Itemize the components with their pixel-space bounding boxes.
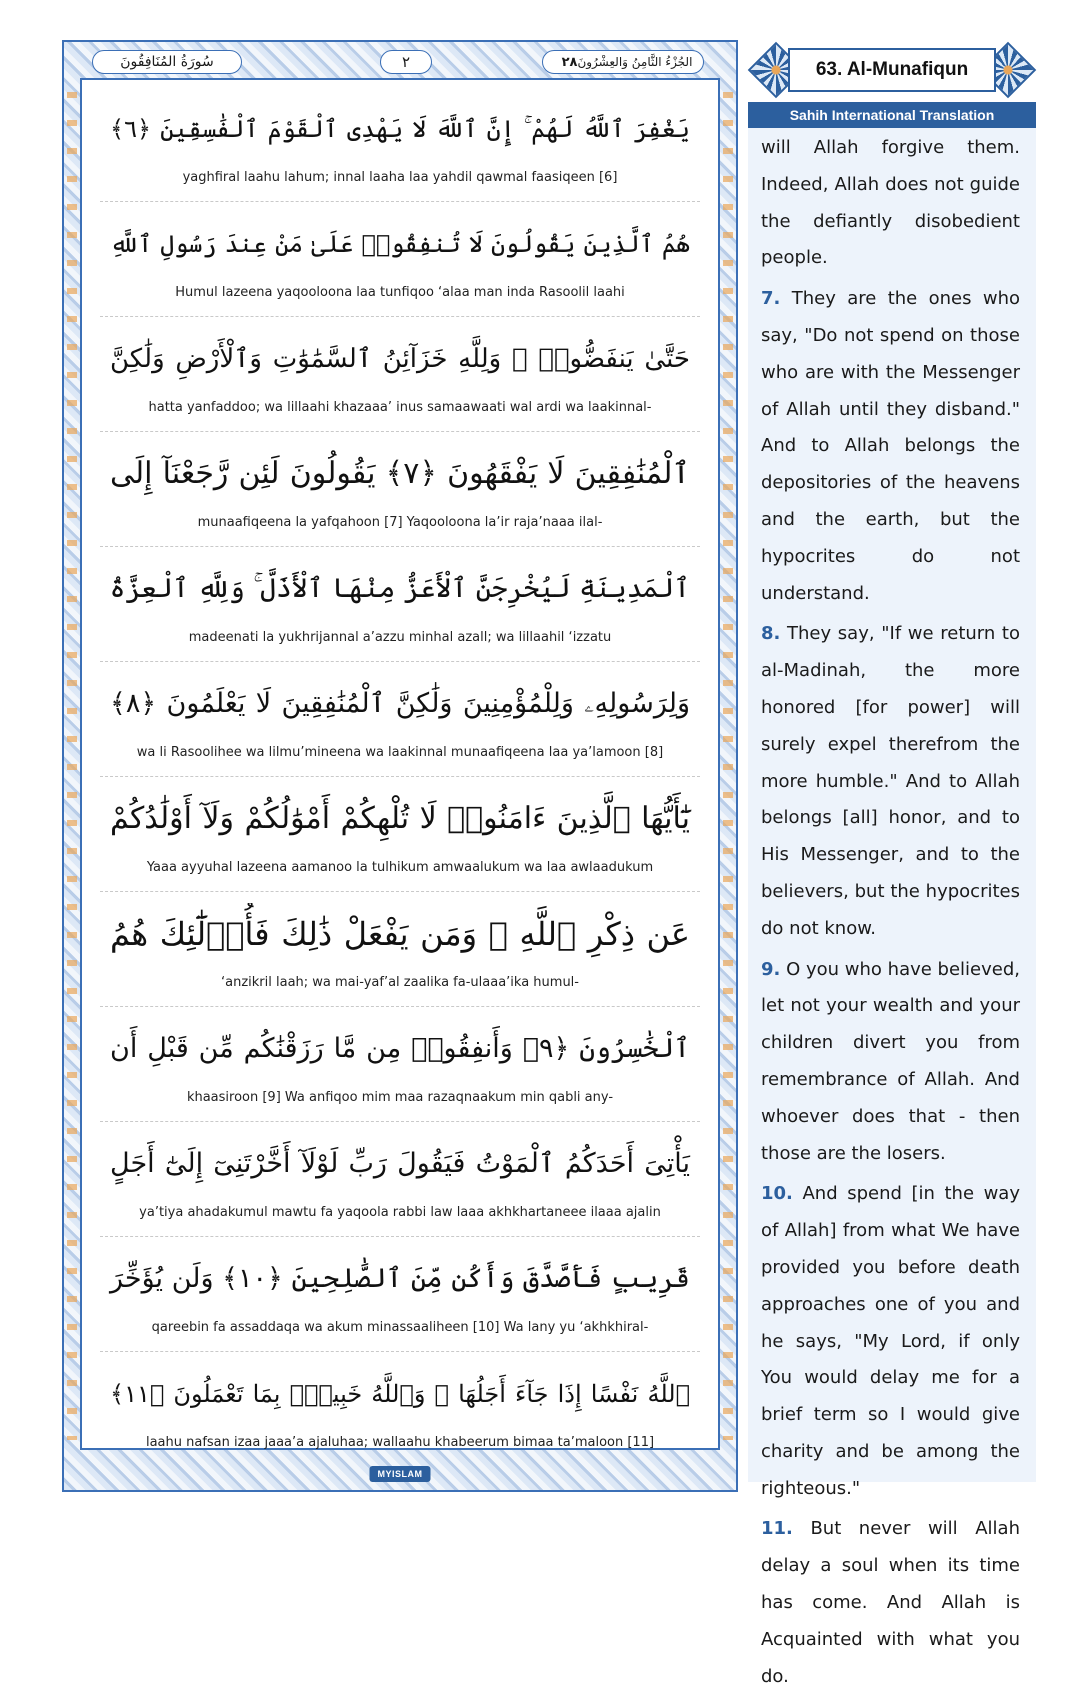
transliteration-line: Yaaa ayyuhal lazeena aamanoo la tulhikum amwaalukum wa laa awlaadukum bbox=[146, 860, 654, 875]
quran-line bbox=[100, 776, 700, 892]
myislam-logo: MYISLAM bbox=[370, 1466, 431, 1482]
verse-text: And spend [in the way of Allah] from what We have provided you before death approaches one of you and he says, "My Lord, if only You would delay me for a brief term so I would give charity and be among the righteous." bbox=[761, 1183, 1020, 1499]
translation-verse bbox=[761, 281, 1020, 612]
transliteration-line: hatta yanfaddoo; wa lillaahi khazaaa’ inus samaawaati wal ardi wa laakinnal- bbox=[148, 400, 652, 415]
arabic-line: قَرِيبٍ فَأَصَّدَّقَ وَأَكُن مِّنَ ٱلصَّٰلِحِينَ ﴿١٠﴾ وَلَن يُؤَخِّرَ bbox=[110, 1263, 690, 1294]
surah-title-banner bbox=[750, 48, 1034, 92]
quran-line bbox=[100, 1351, 700, 1466]
verse-text: O you who have believed, let not your wealth and your children divert you from remembrance of Allah. And whoever does that - then those are the losers. bbox=[761, 958, 1020, 1164]
verse-number: 10. bbox=[761, 1183, 793, 1205]
transliteration-line: ya’tiya ahadakumul mawtu fa yaqoola rabbi law laaa akhkhartaneee ilaaa ajalin bbox=[139, 1205, 661, 1220]
translation-intro: will Allah forgive them. Indeed, Allah does not guide the defiantly disobedient people. bbox=[761, 137, 1020, 269]
mushaf-text-area bbox=[80, 78, 720, 1450]
transliteration-line: wa li Rasoolihee wa lilmu’mineena wa laakinnal munaafiqeena laa ya’lamoon [8] bbox=[136, 745, 664, 760]
juz-number: ٢٨ bbox=[561, 54, 578, 70]
surah-name-label: سُورَةُ المُنَافِقُونَ bbox=[92, 50, 242, 74]
quran-line bbox=[100, 891, 700, 1007]
transliteration-line: madeenati la yukhrijannal a’azzu minhal azall; wa lillaahil ‘izzatu bbox=[188, 630, 612, 645]
transliteration-line: qareebin fa assaddaqa wa akum minassaaliheen [10] Wa lany yu ‘akhkhiral- bbox=[151, 1320, 649, 1335]
quran-line bbox=[100, 201, 700, 317]
page-number: ٢ bbox=[380, 50, 432, 74]
arabic-line: يَأْتِىَ أَحَدَكُمُ ٱلْمَوْتُ فَيَقُولَ رَبِّ لَوْلَآ أَخَّرْتَنِىٓ إِلَىٰٓ أَجَلٍ bbox=[110, 1148, 690, 1179]
quran-line bbox=[100, 316, 700, 432]
arabic-line: يَٰٓأَيُّهَا ٱلَّذِينَ ءَامَنُوا۟ لَا تُلْهِكُمْ أَمْوَٰلُكُمْ وَلَآ أَوْلَٰدُكُمْ bbox=[110, 801, 690, 836]
translation-verse bbox=[761, 616, 1020, 947]
translation-verse bbox=[761, 952, 1020, 1173]
quran-line bbox=[100, 431, 700, 547]
transliteration-line: ‘anzikril laah; wa mai-yaf’al zaalika fa-ulaaa’ika humul- bbox=[220, 975, 579, 990]
mushaf-header bbox=[80, 50, 720, 74]
transliteration-line: laahu nafsan izaa jaaa’a ajaluhaa; wallaahu khabeerum bimaa ta’maloon [11] bbox=[145, 1435, 655, 1450]
quran-line bbox=[100, 1236, 700, 1352]
arabic-line: ٱلْمُنَٰفِقِينَ لَا يَفْقَهُونَ ﴿٧﴾ يَقُولُونَ لَئِن رَّجَعْنَآ إِلَى bbox=[110, 456, 690, 491]
verse-text: They are the ones who say, "Do not spend on those who are with the Messenger of Allah until they disband." And to Allah belongs the depositories of the heavens and the earth, but the hypocrites do not understand. bbox=[761, 288, 1020, 604]
verse-number: 7. bbox=[761, 288, 781, 310]
arabic-line: هُمُ ٱلَّذِينَ يَقُولُونَ لَا تُنفِقُوا۟ عَلَىٰ مَنْ عِندَ رَسُولِ ٱللَّهِ bbox=[110, 230, 690, 258]
quran-line bbox=[100, 546, 700, 662]
arabic-line: عَن ذِكْرِ ٱللَّهِ ۚ وَمَن يَفْعَلْ ذَٰلِكَ فَأُو۟لَٰٓئِكَ هُمُ bbox=[110, 915, 690, 953]
arabic-line: ٱللَّهُ نَفْسًا إِذَا جَآءَ أَجَلُهَا ۚ وَٱللَّهُ خَبِيرٌۢ بِمَا تَعْمَلُونَ ﴿١١﴾ bbox=[110, 1380, 690, 1408]
arabic-line: ٱلْمَدِينَةِ لَيُخْرِجَنَّ ٱلْأَعَزُّ مِنْهَا ٱلْأَذَلَّ ۚ وَلِلَّهِ ٱلْعِزَّةُ bbox=[109, 573, 690, 604]
verse-number: 8. bbox=[761, 623, 781, 645]
juz-name: الجُزْءُ الثَّامِنُ وَالعِشْرُونَ bbox=[577, 55, 693, 69]
translation-header: Sahih International Translation bbox=[748, 102, 1036, 128]
transliteration-line: Humul lazeena yaqooloona laa tunfiqoo ‘alaa man inda Rasoolil laahi bbox=[175, 285, 625, 300]
quran-line bbox=[100, 1006, 700, 1122]
quran-line bbox=[100, 86, 700, 202]
mushaf-page-frame bbox=[62, 40, 738, 1492]
arabic-line: ٱلْخَٰسِرُونَ ﴿٩﴾ وَأَنفِقُوا۟ مِن مَّا رَزَقْنَٰكُم مِّن قَبْلِ أَن bbox=[110, 1033, 690, 1064]
arabic-line: حَتَّىٰ يَنفَضُّوا۟ ۗ وَلِلَّهِ خَزَآئِنُ ٱلسَّمَٰوَٰتِ وَٱلْأَرْضِ وَلَٰكِنَّ bbox=[110, 344, 690, 374]
verse-text: They say, "If we return to al-Madinah, the more honored [for power] will surely expel therefrom the more humble." And to Allah belongs [all] honor, and to His Messenger, and to the believers, but the hypocrites do not know. bbox=[761, 623, 1020, 939]
verse-number: 9. bbox=[761, 958, 781, 980]
surah-title: 63. Al-Munafiqun bbox=[788, 48, 996, 92]
frame-ornament-left bbox=[67, 92, 77, 1440]
juz-label bbox=[542, 50, 704, 74]
arabic-line: وَلِرَسُولِهِۦ وَلِلْمُؤْمِنِينَ وَلَٰكِنَّ ٱلْمُنَٰفِقِينَ لَا يَعْلَمُونَ ﴿٨﴾ bbox=[110, 688, 690, 719]
verse-number: 11. bbox=[761, 1518, 793, 1540]
transliteration-line: yaghfiral laahu lahum; innal laaha laa yahdil qawmal faasiqeen [6] bbox=[182, 170, 618, 185]
transliteration-line: munaafiqeena la yafqahoon [7] Yaqooloona la’ir raja’naaa ilal- bbox=[197, 515, 603, 530]
frame-ornament-right bbox=[723, 92, 733, 1440]
quran-line bbox=[100, 1121, 700, 1237]
transliteration-line: khaasiroon [9] Wa anfiqoo mim maa razaqnaakum min qabli any- bbox=[186, 1090, 614, 1105]
translation-panel bbox=[748, 102, 1036, 1687]
translation-verse bbox=[761, 1176, 1020, 1507]
translation-body bbox=[761, 130, 1020, 1699]
quran-line bbox=[100, 661, 700, 777]
arabic-line: يَغْفِرَ ٱللَّهُ لَهُمْ ۚ إِنَّ ٱللَّهَ لَا يَهْدِى ٱلْقَوْمَ ٱلْفَٰسِقِينَ ﴿٦﴾ bbox=[110, 115, 690, 143]
verse-text: But never will Allah delay a soul when its time has come. And Allah is Acquainted with what you do. bbox=[761, 1518, 1020, 1687]
translation-verse bbox=[761, 1511, 1020, 1695]
